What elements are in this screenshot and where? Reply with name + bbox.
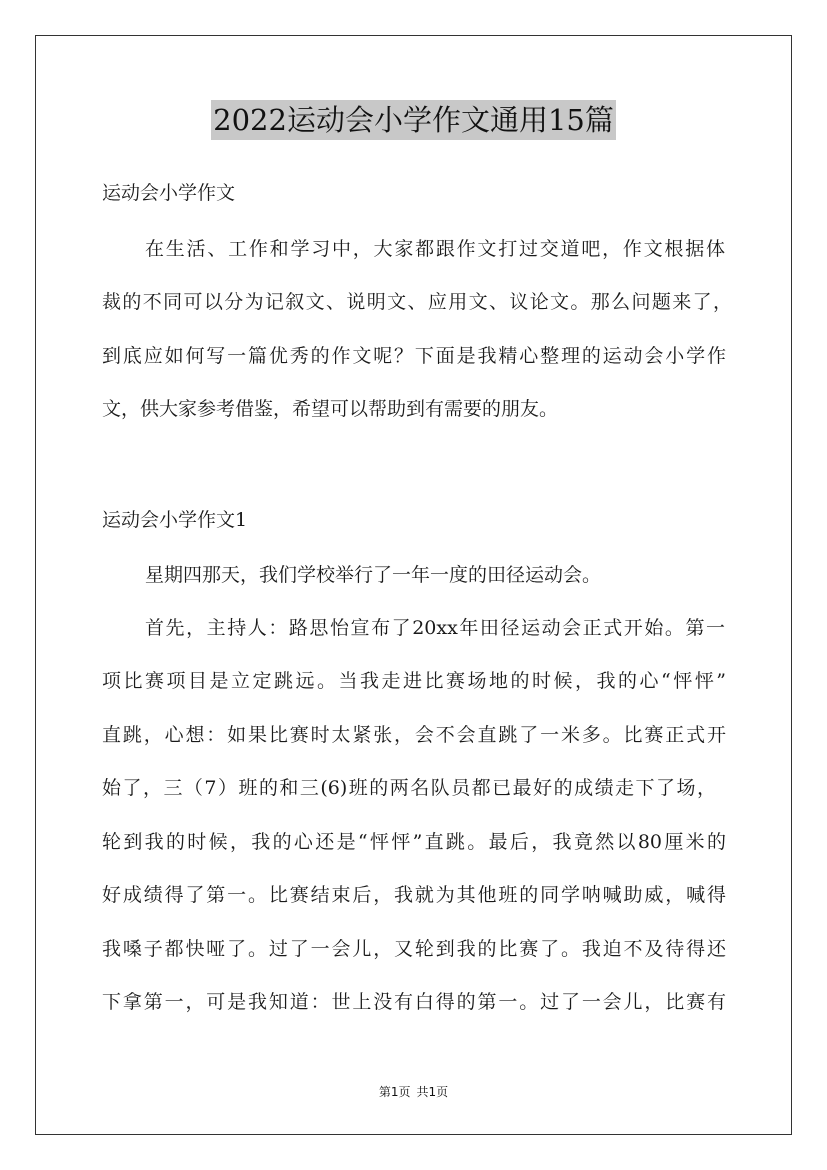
paragraph-2-line-5: 轮到我的时候，我的心还是“怦怦”直跳。最后，我竟然以80厘米的: [102, 831, 726, 853]
intro-line-3: 到底应如何写一篇优秀的作文呢？下面是我精心整理的运动会小学作: [102, 345, 726, 367]
paragraph-2-line-6: 好成绩得了第一。比赛结束后，我就为其他班的同学呐喊助威，喊得: [102, 884, 726, 906]
page-total: 共1页: [416, 1085, 449, 1099]
intro-line-2: 裁的不同可以分为记叙文、说明文、应用文、议论文。那么问题来了，: [102, 291, 732, 313]
paragraph-2-line-8: 下拿第一，可是我知道：世上没有白得的第一。过了一会儿，比赛有: [102, 991, 726, 1013]
document-title: 2022运动会小学作文通用15篇: [211, 100, 616, 140]
paragraph-1: 星期四那天，我们学校举行了一年一度的田径运动会。: [145, 564, 602, 586]
section-heading: 运动会小学作文1: [102, 509, 248, 531]
intro-line-4: 文，供大家参考借鉴，希望可以帮助到有需要的朋友。: [102, 398, 559, 420]
title-container: [0, 100, 827, 140]
paragraph-2-line-1: 首先，主持人：路思怡宣布了20xx年田径运动会正式开始。第一: [145, 617, 725, 639]
paragraph-2-line-4: 始了，三（7）班的和三(6)班的两名队员都已最好的成绩走下了场，: [102, 777, 716, 799]
paragraph-2-line-7: 我嗓子都快哑了。过了一会儿，又轮到我的比赛了。我迫不及待得还: [102, 938, 726, 960]
page-footer: [0, 1083, 827, 1100]
intro-heading: 运动会小学作文: [102, 182, 236, 204]
page-number: 第1页: [378, 1085, 411, 1099]
intro-line-1: 在生活、工作和学习中，大家都跟作文打过交道吧，作文根据体: [145, 238, 725, 260]
paragraph-2-line-2: 项比赛项目是立定跳远。当我走进比赛场地的时候，我的心“怦怦”: [102, 670, 726, 692]
paragraph-2-line-3: 直跳，心想：如果比赛时太紧张，会不会直跳了一米多。比赛正式开: [102, 724, 726, 746]
